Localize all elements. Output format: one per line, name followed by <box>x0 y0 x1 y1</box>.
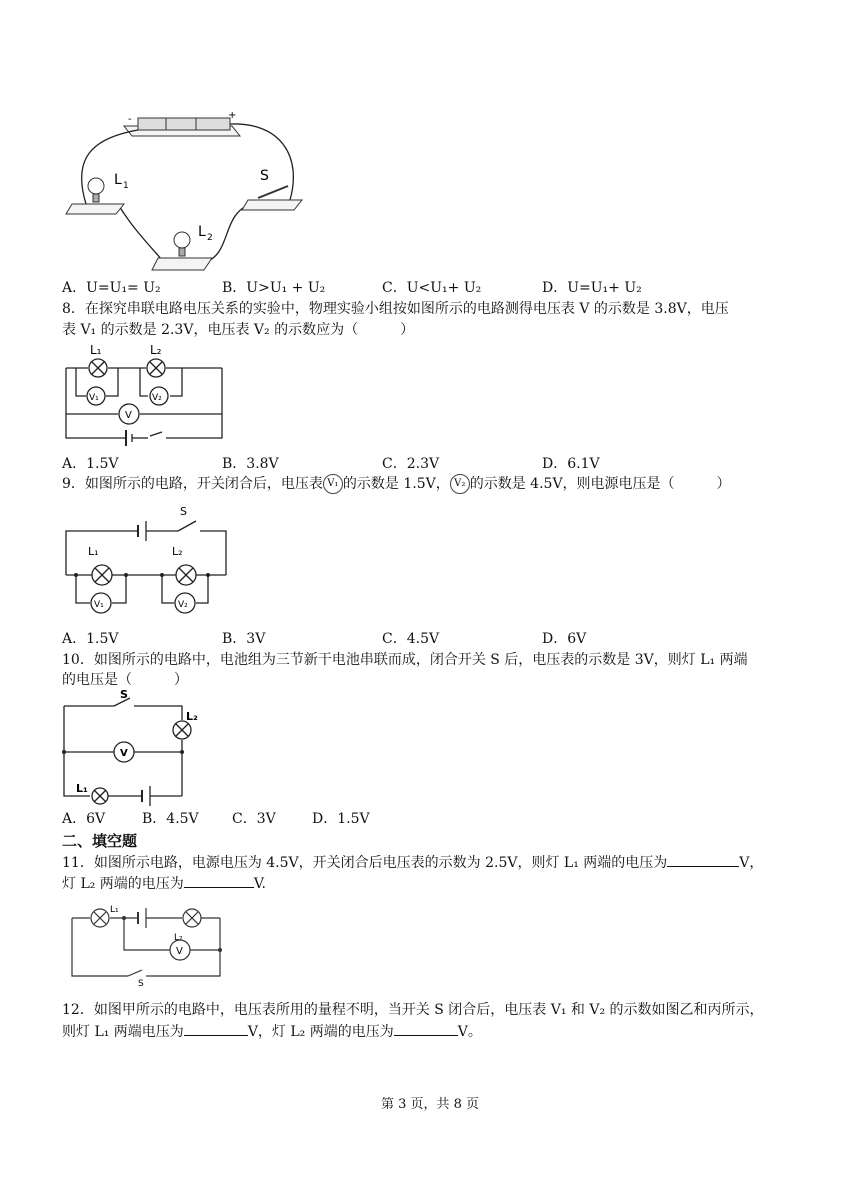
q9-L2-label: L₂ <box>172 545 183 558</box>
q7-option-b-text: B．U>U₁ + U₂ <box>222 280 326 296</box>
q11-line2-text: 灯 L₂ 两端的电压为 <box>62 876 184 892</box>
page-footer: 第 3 页，共 8 页 <box>380 1097 480 1112</box>
q10-option-d[interactable] <box>312 808 370 828</box>
q9-V1-label: V₁ <box>94 600 104 610</box>
q10-circuit-figure <box>60 690 210 806</box>
q12-line2-text-c: V。 <box>457 1024 482 1040</box>
q10-V-label: V <box>120 748 128 759</box>
q9-option-c-text: C．4.5V <box>382 631 440 647</box>
q10-option-b-text: B．4.5V <box>142 811 199 827</box>
q9-option-d-text: D．6V <box>542 631 587 647</box>
q10-option-a[interactable] <box>62 808 105 828</box>
q8-V2-label: V₂ <box>152 393 162 403</box>
q12-stem-line1: 12．如图甲所示的电路中，电压表所用的量程不明，当开关 S 闭合后，电压表 V₁ 和 V₂ 的示数如图乙和丙所示， <box>62 1002 764 1018</box>
q9-L1-label: L₁ <box>88 545 99 558</box>
q10-option-c-text: C．3V <box>232 811 276 827</box>
q11-L2-label: L₂ <box>174 933 183 943</box>
q8-option-b-text: B．3.8V <box>222 456 279 472</box>
q7-L2-sub: 2 <box>207 233 213 243</box>
q9-option-b-text: B．3V <box>222 631 266 647</box>
q9-option-a-text: A．1.5V <box>62 631 119 647</box>
q8-option-c-text: C．2.3V <box>382 456 440 472</box>
q11-answer-blank-2[interactable] <box>184 873 254 888</box>
q8-L2-label: L₂ <box>150 343 162 357</box>
q11-stem-line2 <box>62 873 266 894</box>
q8-L1-label: L₁ <box>90 343 102 357</box>
q8-stem-line1: 8．在探究串联电路电压关系的实验中，物理实验小组按如图所示的电路测得电压表 V 的示数是 3.8V，电压 <box>62 301 729 317</box>
q10-options <box>62 808 462 828</box>
q10-S-label: S <box>120 688 128 701</box>
q7-option-c-text: C．U<U₁+ U₂ <box>382 280 482 296</box>
q8-option-d[interactable] <box>542 453 600 473</box>
q9-option-c[interactable] <box>382 628 439 648</box>
q9-stem-pre: 9．如图所示的电路，开关闭合后，电压表 <box>62 476 323 492</box>
q7-circuit-figure <box>62 108 322 276</box>
q7-option-d[interactable] <box>542 277 642 297</box>
q7-S-label: S <box>260 168 269 184</box>
q9-stem-mid: 的示数是 1.5V， <box>342 476 450 492</box>
q9-option-d[interactable] <box>542 628 586 648</box>
q7-option-a[interactable] <box>62 277 161 297</box>
q11-stem-line1 <box>62 852 763 873</box>
q9-stem <box>62 474 731 494</box>
q10-option-d-text: D．1.5V <box>312 811 370 827</box>
q8-stem-line2: 表 V₁ 的示数是 2.3V，电压表 V₂ 的示数应为（ ） <box>62 322 415 338</box>
q8-options <box>62 453 762 473</box>
q8-option-c[interactable] <box>382 453 439 473</box>
q12-answer-blank-1[interactable] <box>184 1021 248 1036</box>
q9-options <box>62 628 762 648</box>
q7-L2-label: L <box>198 224 206 240</box>
q8-option-b[interactable] <box>222 453 279 473</box>
q12-stem-line2 <box>62 1021 482 1042</box>
q9-circuit-figure <box>62 503 232 623</box>
q11-answer-blank-1[interactable] <box>667 852 739 867</box>
q12-answer-blank-2[interactable] <box>394 1021 458 1036</box>
q8-V1-label: V₁ <box>89 393 99 403</box>
q8-option-d-text: D．6.1V <box>542 456 600 472</box>
q11-L1-label: L₁ <box>110 905 119 915</box>
q7-option-d-text: D．U=U₁+ U₂ <box>542 280 642 296</box>
q9-voltmeter1-symbol: V₁ <box>323 474 343 494</box>
q8-V-label: V <box>125 410 132 421</box>
q12-line2-text-b: V，灯 L₂ 两端的电压为 <box>247 1024 394 1040</box>
q7-option-c[interactable] <box>382 277 481 297</box>
q7-L1-sub: 1 <box>123 181 129 191</box>
q7-minus-label: - <box>128 114 132 125</box>
q7-option-a-text: A．U=U₁= U₂ <box>62 280 161 296</box>
q10-L1-label: L₁ <box>76 782 88 795</box>
q10-stem-line1: 10．如图所示的电路中，电池组为三节新干电池串联而成，闭合开关 S 后，电压表的示数是 3V，则灯 L₁ 两端 <box>62 652 748 668</box>
q10-stem-line2: 的电压是（ ） <box>62 672 188 688</box>
q10-option-a-text: A．6V <box>62 811 106 827</box>
q11-line1-unit: V， <box>739 855 764 871</box>
q9-stem-post: 的示数是 4.5V，则电源电压是（ ） <box>469 476 731 492</box>
q10-L2-label: L₂ <box>186 710 198 723</box>
q11-line2-unit: V. <box>253 876 266 892</box>
q10-option-c[interactable] <box>232 808 276 828</box>
q9-option-b[interactable] <box>222 628 265 648</box>
q8-circuit-figure <box>62 342 228 442</box>
q12-line2-text-a: 则灯 L₁ 两端电压为 <box>62 1024 184 1040</box>
q8-option-a-text: A．1.5V <box>62 456 119 472</box>
q7-option-b[interactable] <box>222 277 325 297</box>
q11-circuit-figure <box>66 898 226 989</box>
q9-option-a[interactable] <box>62 628 119 648</box>
section-title-fill-in: 二、填空题 <box>62 832 138 850</box>
q7-options <box>62 277 762 297</box>
q9-V2-label: V₂ <box>178 600 188 610</box>
q7-L1-label: L <box>114 172 122 188</box>
q9-S-label: S <box>180 505 187 518</box>
q11-line1-text: 11．如图所示电路，电源电压为 4.5V，开关闭合后电压表的示数为 2.5V，则灯 L₁ 两端的电压为 <box>62 855 668 871</box>
q7-plus-label: + <box>228 110 237 121</box>
q9-voltmeter2-symbol: V₂ <box>450 474 470 494</box>
q11-S-label: S <box>138 979 144 989</box>
q8-option-a[interactable] <box>62 453 119 473</box>
q10-option-b[interactable] <box>142 808 199 828</box>
q11-V-label: V <box>176 946 183 957</box>
